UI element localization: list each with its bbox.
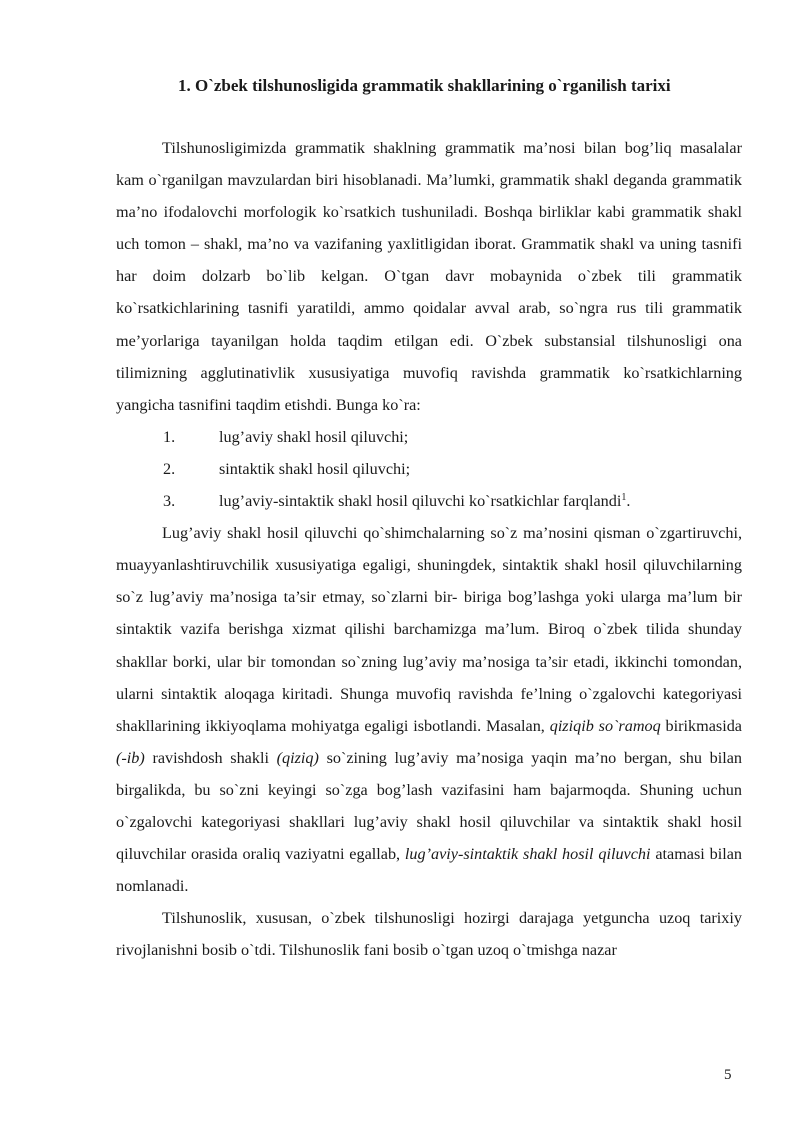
body-text: [116, 132, 742, 966]
list-item-text: lug’aviy-sintaktik shakl hosil qiluvchi ko`rsatkichlar farqlandi$^1$.: [219, 492, 631, 511]
list-item: [116, 421, 742, 453]
paragraph-history: Tilshunoslik, xususan, o`zbek tilshunosligi hozirgi darajaga yetguncha uzoq tarixiy rivojlanishni bosib o`tdi. Tilshunoslik fani bosib o`tgan uzoq o`tmishga nazar: [116, 909, 742, 960]
example-root: (qiziq): [276, 748, 319, 767]
list-item-number: 1.: [163, 427, 176, 446]
list-item-text: sintaktik shakl hosil qiluvchi;: [219, 459, 411, 478]
example-suffix: (-ib): [116, 748, 145, 767]
list-item-number: 3.: [163, 492, 176, 511]
list-item-number: 2.: [163, 459, 176, 478]
list-item: [116, 453, 742, 485]
paragraph-intro: Tilshunosligimizda grammatik shaklning grammatik ma’nosi bilan bog’liq masalalar kam o`rganilgan mavzulardan biri hisoblanadi. Ma’lumki, grammatik shakl deganda grammatik ma’no ifodalovchi morfologik ko`rsatkich tushuniladi. Boshqa birliklar kabi grammatik shakl uch tomon – shakl, ma’no va vazifaning yaxlitligidan iborat. Grammatik shakl va uning tasnifi har doim dolzarb bo`lib kelgan. O`tgan davr mobaynida o`zbek tili grammatik ko`rsatkichlarining tasnifi yaratildi, ammo qoidalar avval arab, so`ngra rus tili grammatik me’yorlariga tayanilgan holda taqdim etilgan edi. O`zbek substansial tilshunosligi ona tilimizning agglutinativlik xususiyatiga muvofiq ravishda grammatik ko`rsatkichlarning yangicha tasnifini taqdim etishdi. Bunga ko`ra:: [116, 139, 742, 414]
paragraph-forms: Lug’aviy shakl hosil qiluvchi qo`shimchalarning so`z ma’nosini qisman o`zgartiruvchi, muayyanlashtiruvchilik xususiyatiga egaligi, shuningdek, sintaktik shakl hosil qiluvchilarning so`z lug’aviy ma’nosiga ta’sir etmay, so`zlarni bir- biriga bog’lashga yoki ularga ma’lum bir sintaktik vazifa berishga xizmat qilishi barchamizga ma’lum. Biroq o`zbek tilida shunday shakllar borki, ular bir tomondan so`zning lug’aviy ma’nosiga ta’sir etadi, ikkinchi tomondan, ularni sintaktik aloqaga kiritadi. Shunga muvofiq ravishda fe’lning o`zgalovchi kategoriyasi shakllarining ikkiyoqlama mohiyatga egaligi isbotlandi. Masalan, qiziqib so`ramoq birikmasida (-ib) ravishdosh shakli (qiziq) so`zining lug’aviy ma’nosiga yaqin ma’no bergan, shu bilan birgalikda, bu so`zni keyingi so`zga bog’lash vazifasini ham bajarmoqda. Shuning uchun o`zgalovchi kategoriyasi shakllari lug’aviy shakl hosil qiluvchilar va sintaktik shakl hosil qiluvchilar orasida oraliq vaziyatni egallab, lug’aviy-sintaktik shakl hosil qiluvchi atamasi bilan nomlanadi.: [116, 524, 742, 896]
list-item: [116, 485, 742, 517]
section-heading: 1. O`zbek tilshunosligida grammatik shakllarining o`rganilish tarixi: [178, 76, 671, 95]
footnote-marker: 1: [621, 492, 627, 504]
page-number: 5: [724, 1067, 732, 1083]
example-phrase: qiziqib so`ramoq: [549, 716, 661, 735]
term-lexical-syntactic: lug’aviy-sintaktik shakl hosil qiluvchi: [404, 845, 651, 864]
list-item-text: lug’aviy shakl hosil qiluvchi;: [219, 427, 409, 446]
classification-list: [116, 421, 742, 517]
